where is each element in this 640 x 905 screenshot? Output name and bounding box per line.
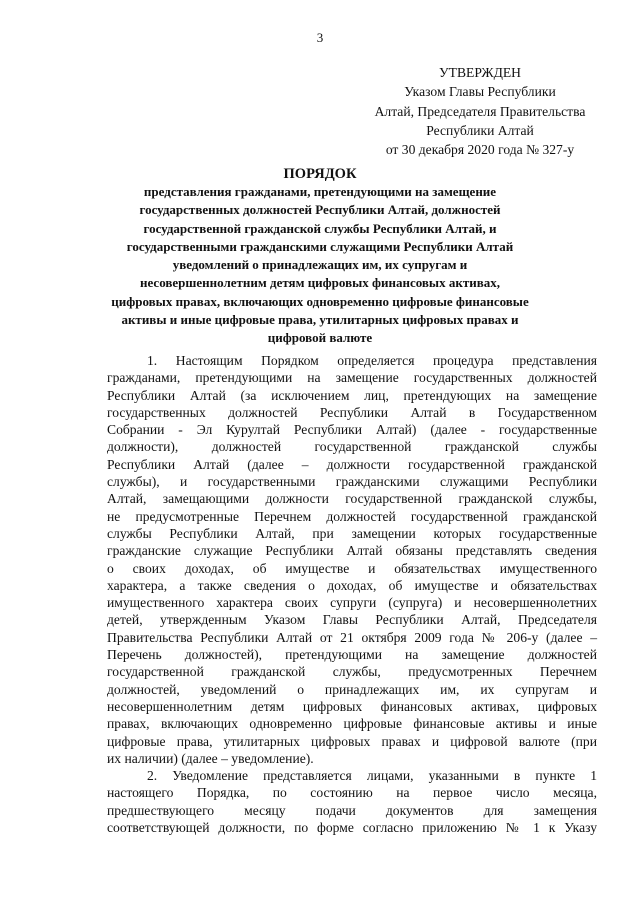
body-line: соответствующей должности, по форме согласно приложению № 1 к Указу: [107, 820, 597, 836]
body-line: правах, включающих одновременно цифровые финансовые активы и иные: [107, 716, 597, 732]
body-line: несовершеннолетним детям цифровых финансовых активах, цифровых: [107, 698, 597, 714]
body-line: должностей, уведомлений о принадлежащих им, их супругам и: [107, 681, 597, 697]
approval-line: от 30 декабря 2020 года № 327-у: [385, 142, 575, 158]
body-line: государственных должностей Республики Алтай в Государственном: [107, 404, 597, 420]
body-line: 2. Уведомление представляется лицами, указанными в пункте 1: [147, 768, 597, 784]
approval-line: Республики Алтай: [426, 122, 534, 138]
body-line: имущественного характера своих супруги (супруга) и несовершеннолетних: [107, 595, 597, 611]
subtitle-line: цифровой валюте: [267, 330, 373, 346]
body-line: должности), должностей государственной гражданской службы: [107, 439, 597, 455]
body-line: Алтай, замещающими должности государственной гражданской службы,: [107, 491, 597, 507]
body-line: настоящего Порядка, по состоянию на первое число месяца,: [107, 785, 597, 801]
body-line: гражданами, претендующими на замещение государственных должностей: [107, 370, 597, 386]
paragraph-2: [107, 767, 597, 836]
body-line: государственной гражданской службы, предусмотренных Перечнем: [107, 664, 597, 680]
body-line: характера, а также сведения о доходах, об имуществе и обязательствах: [107, 577, 597, 593]
body-line: цифровые права, утилитарных цифровых правах и цифровой валюте (при: [107, 733, 597, 749]
document-subtitle: [60, 183, 580, 348]
body-line: предшествующего месяцу подачи документов для замещения: [107, 802, 597, 818]
body-line: 1. Настоящим Порядком определяется процедура представления: [147, 353, 597, 368]
page-number: 3: [316, 30, 324, 45]
document-body: [107, 352, 597, 836]
subtitle-line: представления гражданами, претендующими на замещение: [143, 184, 497, 199]
body-line: не предусмотренные Перечнем должностей государственной гражданской: [107, 508, 597, 524]
approval-line: Алтай, Председателя Правительства: [374, 103, 586, 119]
subtitle-line: государственных должностей Республики Алтай, должностей: [139, 202, 501, 218]
subtitle-line: уведомлений о принадлежащих им, их супругам и: [172, 257, 468, 273]
subtitle-line: несовершеннолетним детям цифровых финансовых активах,: [140, 275, 500, 291]
subtitle-line: активы и иные цифровые права, утилитарных цифровых правах и: [121, 312, 519, 328]
body-line: Собрании - Эл Курултай Республики Алтай) (далее - государственные: [107, 422, 597, 438]
approval-line: Указом Главы Республики: [404, 84, 556, 100]
approval-block: [360, 63, 600, 159]
paragraph-1: [107, 352, 597, 767]
body-line: о своих доходах, об имуществе и обязательствах имущественного: [107, 560, 597, 576]
body-line: службы Республики Алтай, при замещении которых государственные: [107, 525, 597, 541]
approval-line: УТВЕРЖДЕН: [439, 65, 521, 80]
body-line: детей, утвержденным Указом Главы Республики Алтай, Председателя: [107, 612, 597, 628]
subtitle-line: государственными гражданскими служащими Республики Алтай: [126, 238, 514, 254]
body-line: Республики Алтай (далее – должности государственной гражданской: [107, 456, 597, 472]
body-line: Правительства Республики Алтай от 21 октября 2009 года № 206-у (далее –: [107, 629, 597, 645]
body-line: службы), и государственными гражданскими служащими Республики: [107, 474, 597, 490]
document-title: ПОРЯДОК: [283, 166, 357, 182]
body-line: гражданские служащие Республики Алтай обязаны представлять сведения: [107, 543, 597, 559]
body-line: их наличии) (далее – уведомление).: [107, 750, 314, 766]
body-line: Республики Алтай (за исключением лиц, претендующих на замещение: [107, 387, 597, 403]
subtitle-line: государственной гражданской службы Республики Алтай, и: [143, 220, 497, 236]
subtitle-line: цифровых правах, включающих одновременно цифровые финансовые: [111, 293, 529, 309]
body-line: Перечень должностей), претендующими на замещение должностей: [107, 647, 597, 663]
